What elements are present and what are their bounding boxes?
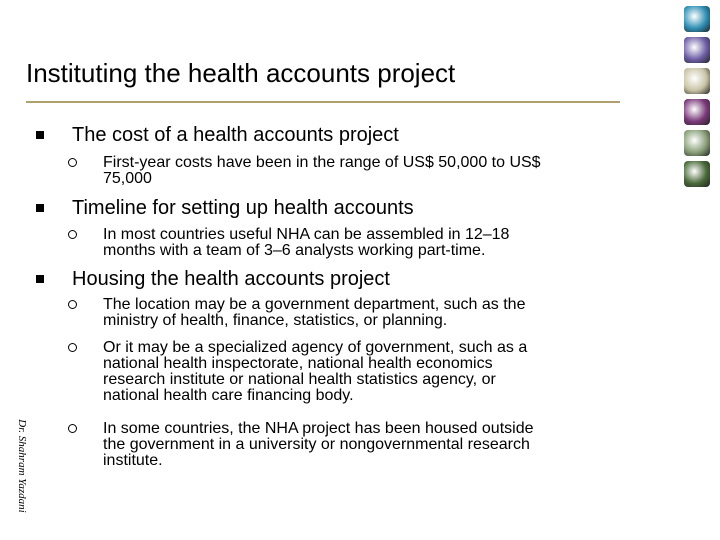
circle-bullet-icon [68,343,77,352]
author-label: Dr. Shahram Yazdani [16,419,28,513]
thumbnail-strip [684,6,712,192]
circle-bullet-icon [68,424,77,433]
section-heading: The cost of a health accounts project [72,124,399,146]
square-bullet-icon [36,275,44,283]
sub-bullet-text: Or it may be a specialized agency of government, such as a national health inspectorate, national health economics research institute or national health statistics agency, or national health care financing body. [103,339,528,404]
section-heading: Timeline for setting up health accounts [72,197,414,219]
molecule-icon [684,37,710,63]
sub-bullet-text: In some countries, the NHA project has been housed outside the government in a university or nongovernmental research institute. [103,420,534,469]
circle-bullet-icon [68,300,77,309]
sub-bullet-text: First-year costs have been in the range of US$ 50,000 to US$ 75,000 [103,154,541,187]
circle-bullet-icon [68,230,77,239]
sub-bullet-text: In most countries useful NHA can be assembled in 12–18 months with a team of 3–6 analysts working part-time. [103,226,510,259]
title-divider [26,101,620,103]
cells-icon [684,99,710,125]
square-bullet-icon [36,131,44,139]
square-bullet-icon [36,204,44,212]
section-heading: Housing the health accounts project [72,268,390,290]
slide-title: Instituting the health accounts project [26,58,456,88]
brain-icon [684,68,710,94]
tissue-icon [684,161,710,187]
globe-icon [684,6,710,32]
circle-bullet-icon [68,158,77,167]
microscope-icon [684,130,710,156]
sub-bullet-text: The location may be a government department, such as the ministry of health, finance, statistics, or planning. [103,296,526,329]
